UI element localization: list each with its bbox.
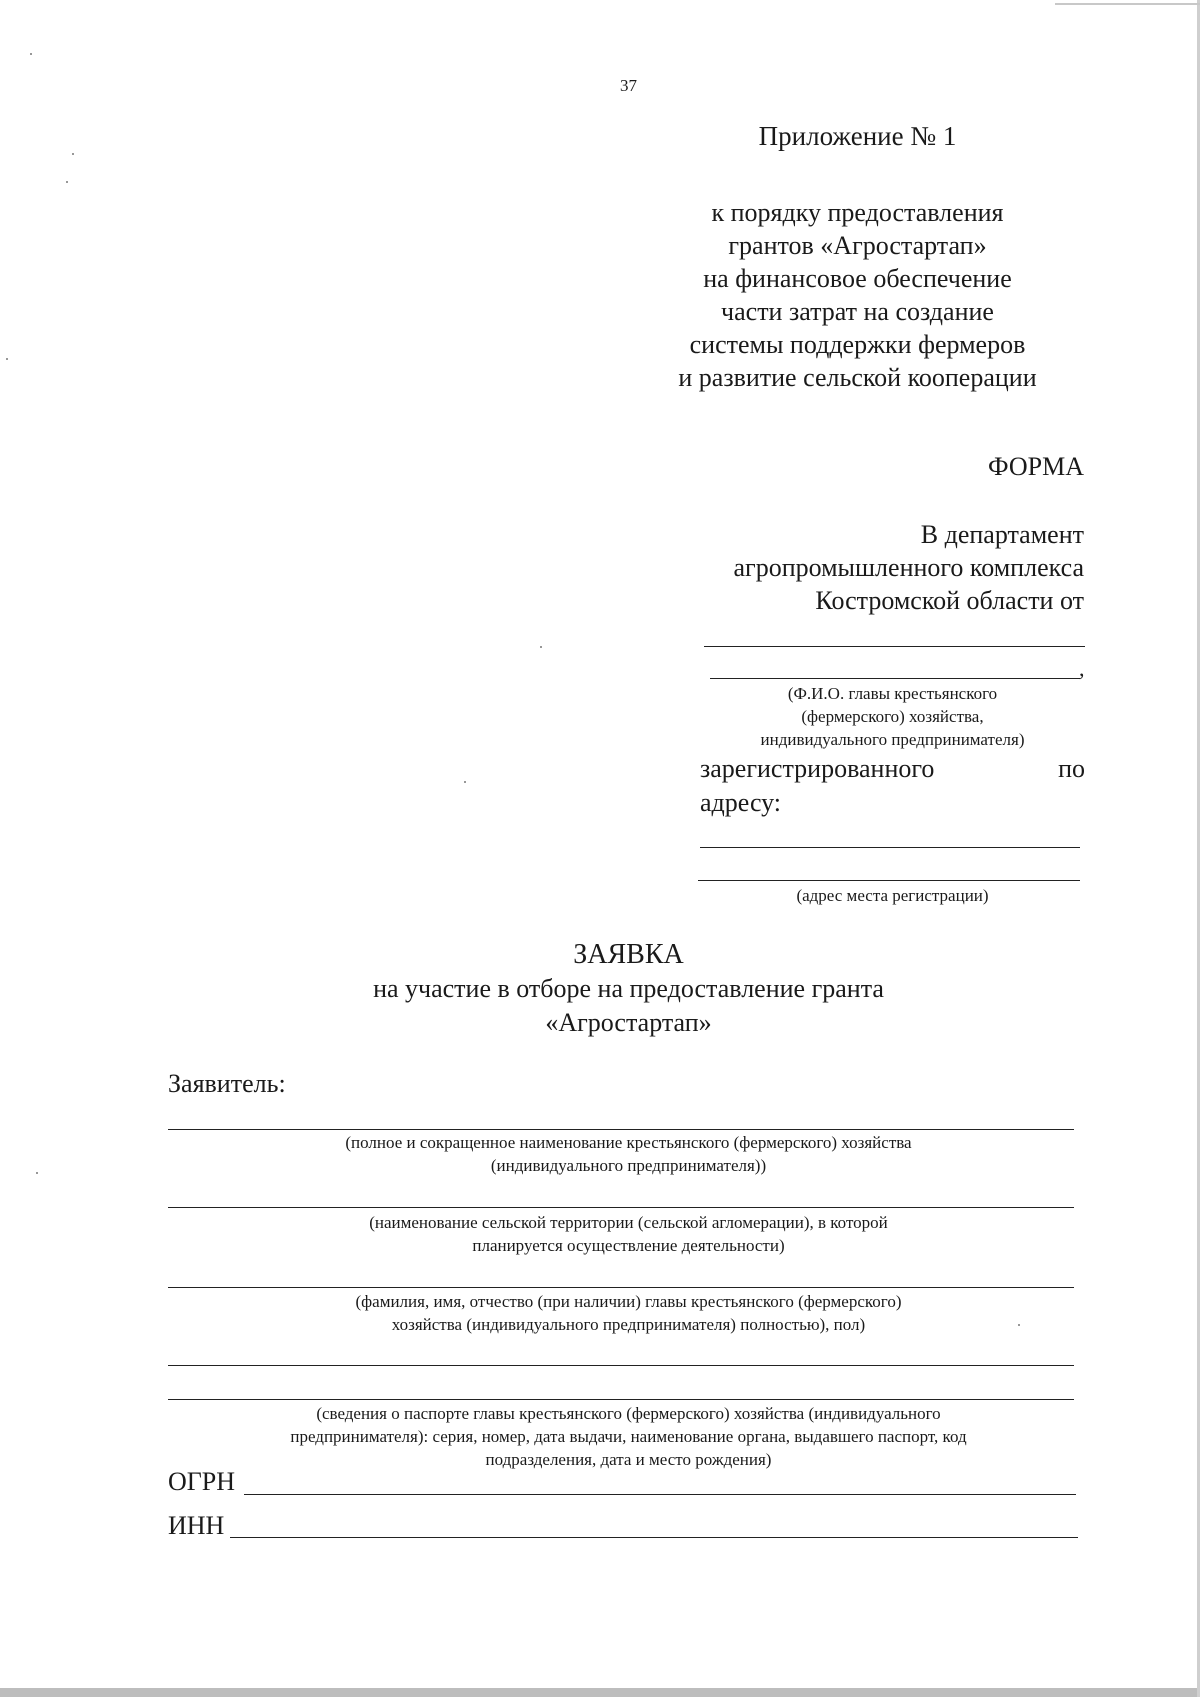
form-label: ФОРМА — [988, 452, 1084, 481]
head-name-note — [168, 1290, 1089, 1336]
scan-corner-line — [1055, 3, 1200, 5]
fio-blank-line[interactable] — [704, 646, 1085, 647]
registered-line — [700, 754, 1085, 784]
addressee-line: агропромышленного комплекса — [733, 553, 1084, 582]
passport-blank-line[interactable] — [168, 1399, 1074, 1400]
inn-blank-line[interactable] — [230, 1537, 1078, 1538]
scan-speck — [30, 53, 32, 55]
addressee-line: Костромской области от — [815, 586, 1084, 615]
address-note: (адрес места регистрации) — [796, 886, 989, 905]
application-subtitle — [0, 972, 1200, 1040]
fio-blank-line[interactable] — [710, 678, 1080, 679]
annex-subtitle-line: на финансовое обеспечение — [703, 264, 1012, 293]
applicant-label: Заявитель: — [168, 1069, 286, 1098]
inn-label: ИНН — [168, 1511, 225, 1540]
fio-comma: , — [1079, 656, 1085, 681]
passport-note-line: (сведения о паспорте главы крестьянского (фермерского) хозяйства (индивидуального — [316, 1404, 941, 1423]
fio-note-line: (Ф.И.О. главы крестьянского — [787, 684, 998, 703]
application-subtitle-line: «Агростартап» — [545, 1008, 712, 1037]
passport-note-line: предпринимателя): серия, номер, дата выдачи, наименование органа, выдавшего паспорт, код — [290, 1427, 967, 1446]
registered-word: зарегистрированного — [700, 754, 935, 783]
scan-speck — [6, 358, 8, 360]
scan-speck — [540, 646, 542, 648]
address-blank-line[interactable] — [700, 847, 1080, 848]
address-blank-line[interactable] — [698, 880, 1080, 881]
ogrn-label: ОГРН — [168, 1467, 236, 1496]
territory-note — [168, 1211, 1089, 1257]
ogrn-blank-line[interactable] — [244, 1494, 1076, 1495]
passport-note-line: подразделения, дата и место рождения) — [485, 1450, 772, 1469]
annex-subtitle-line: и развитие сельской кооперации — [678, 363, 1037, 392]
farm-name-note — [168, 1131, 1089, 1177]
passport-blank-line[interactable] — [168, 1365, 1074, 1366]
registered-by: по — [1058, 754, 1085, 783]
address-word: адресу: — [700, 788, 782, 817]
head-name-note-line: (фамилия, имя, отчество (при наличии) главы крестьянского (фермерского) — [355, 1292, 902, 1311]
annex-subtitle — [640, 196, 1075, 394]
annex-title: Приложение № 1 — [758, 121, 957, 151]
application-title: ЗАЯВКА — [573, 939, 684, 970]
territory-note-line: планируется осуществление деятельности) — [472, 1236, 785, 1255]
scan-edge-bottom — [0, 1688, 1200, 1697]
scan-speck — [72, 153, 74, 155]
head-name-note-line: хозяйства (индивидуального предпринимателя) полностью), пол) — [391, 1315, 866, 1334]
scan-speck — [66, 181, 68, 183]
fio-note-line: индивидуального предпринимателя) — [760, 730, 1025, 749]
farm-name-blank-line[interactable] — [168, 1129, 1074, 1130]
territory-note-line: (наименование сельской территории (сельской агломерации), в которой — [369, 1213, 888, 1232]
fio-note-line: (фермерского) хозяйства, — [801, 707, 984, 726]
scan-speck — [464, 781, 466, 783]
page-number: 37 — [620, 76, 637, 95]
annex-subtitle-line: к порядку предоставления — [711, 198, 1004, 227]
fio-note — [700, 682, 1085, 751]
addressee-line: В департамент — [920, 520, 1084, 549]
annex-subtitle-line: системы поддержки фермеров — [689, 330, 1026, 359]
farm-name-note-line: (индивидуального предпринимателя)) — [490, 1156, 767, 1175]
application-subtitle-line: на участие в отборе на предоставление гранта — [373, 974, 884, 1003]
territory-blank-line[interactable] — [168, 1207, 1074, 1208]
addressee-block — [654, 518, 1084, 617]
farm-name-note-line: (полное и сокращенное наименование крестьянского (фермерского) хозяйства — [345, 1133, 912, 1152]
passport-note — [168, 1402, 1089, 1471]
scan-speck — [36, 1172, 38, 1174]
annex-subtitle-line: грантов «Агростартап» — [728, 231, 987, 260]
annex-subtitle-line: части затрат на создание — [721, 297, 994, 326]
head-name-blank-line[interactable] — [168, 1287, 1074, 1288]
